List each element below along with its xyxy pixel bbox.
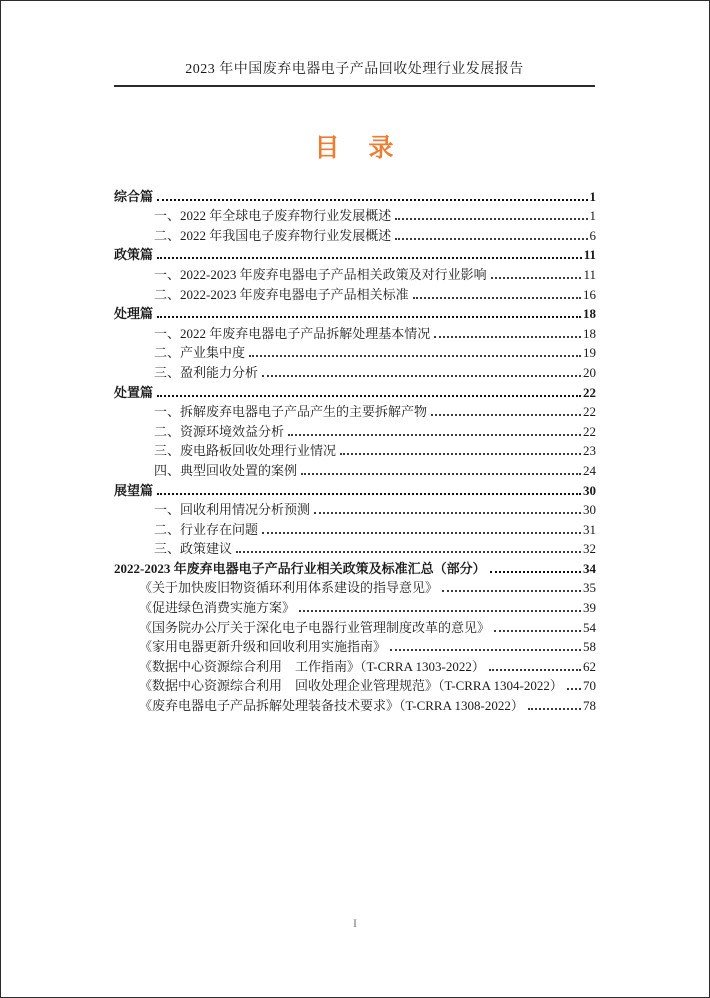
toc-entry[interactable] xyxy=(114,205,596,225)
toc-leader-dots xyxy=(489,669,581,671)
toc-leader-dots xyxy=(442,590,581,592)
toc-leader-dots xyxy=(262,532,581,534)
toc-leader-dots xyxy=(236,551,581,553)
toc-entry-label: 四、典型回收处置的案例 xyxy=(154,462,298,478)
toc-entry-label: 一、拆解废弃电器电子产品产生的主要拆解产物 xyxy=(154,404,428,420)
toc-leader-dots xyxy=(157,199,587,201)
toc-entry[interactable] xyxy=(114,381,596,401)
toc-entry-page-number: 22 xyxy=(583,423,596,439)
toc-entry-page-number: 70 xyxy=(583,678,596,694)
toc-entry[interactable] xyxy=(114,577,596,597)
toc-leader-dots xyxy=(528,708,581,710)
toc-entry[interactable] xyxy=(114,224,596,244)
toc-entry-page-number: 16 xyxy=(583,286,596,302)
toc-entry[interactable] xyxy=(114,675,596,695)
toc-leader-dots xyxy=(157,316,581,318)
toc-entry[interactable] xyxy=(114,342,596,362)
toc-entry-label: 二、2022-2023 年废弃电器电子产品相关标准 xyxy=(154,286,409,302)
toc-entry-label: 《废弃电器电子产品拆解处理装备技术要求》（T-CRRA 1308-2022） xyxy=(139,698,524,714)
toc-entry-label: 展望篇 xyxy=(114,482,154,498)
report-header-title: 2023 年中国废弃电器电子产品回收处理行业发展报告 xyxy=(185,62,524,77)
toc-entry-page-number: 22 xyxy=(583,404,596,420)
toc-entry[interactable] xyxy=(114,361,596,381)
toc-entry-label: 《关于加快废旧物资循环利用体系建设的指导意见》 xyxy=(139,580,439,596)
toc-leader-dots xyxy=(314,512,581,514)
toc-entry-label: 一、2022 年废弃电器电子产品拆解处理基本情况 xyxy=(154,325,431,341)
toc-entry[interactable] xyxy=(114,518,596,538)
toc-entry-label: 《家用电器更新升级和回收利用实施指南》 xyxy=(139,639,387,655)
toc-entry-page-number: 78 xyxy=(583,698,596,714)
toc-entry-label: 2022-2023 年废弃电器电子产品行业相关政策及标准汇总（部分） xyxy=(114,560,486,576)
toc-entry-page-number: 6 xyxy=(589,227,596,243)
toc-entry-page-number: 23 xyxy=(583,443,596,459)
toc-list xyxy=(114,185,596,714)
toc-leader-dots xyxy=(494,630,581,632)
toc-entry-label: 三、政策建议 xyxy=(154,541,233,557)
header-divider-rule xyxy=(114,85,595,87)
toc-entry-page-number: 11 xyxy=(583,247,596,263)
toc-entry[interactable] xyxy=(114,636,596,656)
toc-entry-page-number: 19 xyxy=(583,345,596,361)
toc-entry-label: 综合篇 xyxy=(114,188,154,204)
toc-entry-label: 处置篇 xyxy=(114,384,154,400)
toc-entry[interactable] xyxy=(114,655,596,675)
toc-entry-page-number: 31 xyxy=(583,521,596,537)
toc-entry[interactable] xyxy=(114,596,596,616)
toc-entry-label: 三、废电路板回收处理行业情况 xyxy=(154,443,337,459)
toc-leader-dots xyxy=(262,375,581,377)
toc-entry-label: 《促进绿色消费实施方案》 xyxy=(139,600,296,616)
toc-entry-label: 政策篇 xyxy=(114,247,154,263)
toc-entry-label: 二、2022 年我国电子废弃物行业发展概述 xyxy=(154,227,392,243)
toc-leader-dots xyxy=(288,434,581,436)
toc-entry-page-number: 54 xyxy=(583,619,596,635)
toc-leader-dots xyxy=(490,571,581,573)
toc-entry-page-number: 1 xyxy=(589,208,596,224)
toc-leader-dots xyxy=(299,610,581,612)
toc-entry[interactable] xyxy=(114,185,596,205)
toc-entry[interactable] xyxy=(114,479,596,499)
toc-entry-page-number: 32 xyxy=(583,541,596,557)
toc-entry-label: 三、盈利能力分析 xyxy=(154,364,259,380)
toc-entry[interactable] xyxy=(114,401,596,421)
toc-entry-page-number: 11 xyxy=(583,266,596,282)
toc-entry[interactable] xyxy=(114,616,596,636)
toc-entry-label: 处理篇 xyxy=(114,306,154,322)
toc-entry[interactable] xyxy=(114,694,596,714)
toc-leader-dots xyxy=(340,453,581,455)
toc-leader-dots xyxy=(413,297,581,299)
toc-entry-label: 二、产业集中度 xyxy=(154,345,246,361)
toc-entry-label: 二、资源环境效益分析 xyxy=(154,423,285,439)
toc-leader-dots xyxy=(390,649,581,651)
toc-entry-page-number: 62 xyxy=(583,658,596,674)
toc-entry-page-number: 22 xyxy=(583,384,596,400)
toc-entry-label: 《数据中心资源综合利用 回收处理企业管理规范》（T-CRRA 1304-2022） xyxy=(139,678,563,694)
toc-entry-page-number: 35 xyxy=(583,580,596,596)
toc-entry-page-number: 20 xyxy=(583,364,596,380)
toc-leader-dots xyxy=(431,414,581,416)
toc-leader-dots xyxy=(395,238,587,240)
toc-entry-page-number: 18 xyxy=(583,306,596,322)
toc-entry-page-number: 58 xyxy=(583,639,596,655)
toc-leader-dots xyxy=(249,355,581,357)
toc-leader-dots xyxy=(434,336,581,338)
toc-entry-page-number: 39 xyxy=(583,600,596,616)
toc-entry[interactable] xyxy=(114,420,596,440)
toc-entry-label: 《国务院办公厅关于深化电子电器行业管理制度改革的意见》 xyxy=(139,619,491,635)
toc-entry-page-number: 1 xyxy=(589,188,596,204)
toc-leader-dots xyxy=(395,218,587,220)
toc-entry-page-number: 24 xyxy=(583,462,596,478)
toc-entry[interactable] xyxy=(114,322,596,342)
toc-entry[interactable] xyxy=(114,263,596,283)
toc-entry-label: 二、行业存在问题 xyxy=(154,521,259,537)
toc-leader-dots xyxy=(157,493,581,495)
toc-entry-page-number: 34 xyxy=(583,560,596,576)
toc-entry[interactable] xyxy=(114,303,596,323)
toc-leader-dots xyxy=(567,688,581,690)
toc-entry[interactable] xyxy=(114,459,596,479)
toc-entry[interactable] xyxy=(114,499,596,519)
toc-entry-page-number: 30 xyxy=(583,502,596,518)
toc-entry-label: 《数据中心资源综合利用 工作指南》（T-CRRA 1303-2022） xyxy=(139,658,485,674)
footer-page-number: I xyxy=(353,916,357,930)
toc-entry[interactable] xyxy=(114,283,596,303)
toc-leader-dots xyxy=(491,277,582,279)
toc-leader-dots xyxy=(301,473,581,475)
toc-entry[interactable] xyxy=(114,440,596,460)
toc-entry-label: 一、2022 年全球电子废弃物行业发展概述 xyxy=(154,208,392,224)
toc-leader-dots xyxy=(157,257,582,259)
toc-entry[interactable] xyxy=(114,557,596,577)
toc-entry-label: 一、2022-2023 年废弃电器电子产品相关政策及对行业影响 xyxy=(154,266,487,282)
toc-leader-dots xyxy=(157,395,581,397)
toc-entry-page-number: 30 xyxy=(583,482,596,498)
toc-entry[interactable] xyxy=(114,538,596,558)
toc-entry-page-number: 18 xyxy=(583,325,596,341)
toc-entry-label: 一、回收利用情况分析预测 xyxy=(154,502,311,518)
toc-title: 目 录 xyxy=(314,134,396,162)
toc-entry[interactable] xyxy=(114,244,596,264)
